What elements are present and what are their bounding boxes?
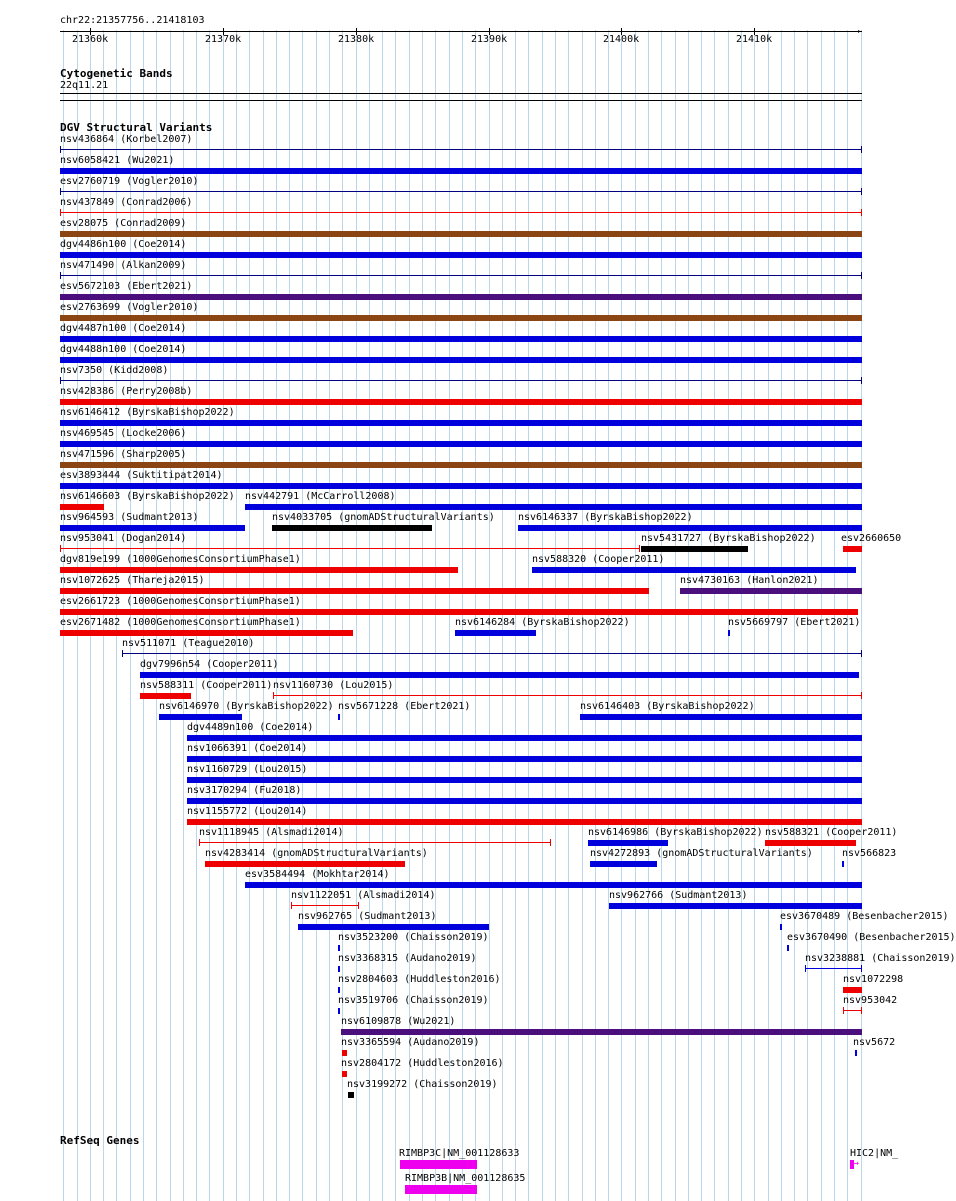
gridline xyxy=(688,30,689,1201)
variant-bar[interactable] xyxy=(245,882,862,888)
gridline xyxy=(675,30,676,1201)
variant-bar[interactable] xyxy=(60,294,862,300)
variant-label[interactable]: nsv1072625 (Thareja2015) xyxy=(60,575,205,586)
variant-label[interactable]: nsv6146603 (ByrskaBishop2022) xyxy=(60,491,235,502)
variant-label[interactable]: nsv3365594 (Audano2019) xyxy=(341,1037,480,1048)
track-divider xyxy=(60,100,862,101)
variant-bar[interactable] xyxy=(341,1029,862,1035)
variant-label[interactable]: nsv428386 (Perry2008b) xyxy=(60,386,193,397)
variant-label[interactable]: esv2661723 (1000GenomesConsortiumPhase1) xyxy=(60,596,301,607)
variant-bar[interactable] xyxy=(455,630,536,636)
variant-label[interactable]: dgv4489n100 (Coe2014) xyxy=(187,722,314,733)
variant-bar[interactable] xyxy=(272,525,432,531)
variant-label[interactable]: nsv5431727 (ByrskaBishop2022) xyxy=(641,533,816,544)
variant-bar[interactable] xyxy=(60,462,862,468)
variant-label[interactable]: nsv588321 (Cooper2011) xyxy=(765,827,898,838)
variant-label[interactable]: nsv3519706 (Chaisson2019) xyxy=(338,995,489,1006)
gridline xyxy=(289,30,290,1201)
variant-bar[interactable] xyxy=(245,504,862,510)
variant-label[interactable]: nsv6146986 (ByrskaBishop2022) xyxy=(588,827,763,838)
variant-label[interactable]: esv3670490 (Besenbacher2015) xyxy=(787,932,956,943)
variant-label[interactable]: nsv5671228 (Ebert2021) xyxy=(338,701,471,712)
gridline xyxy=(302,30,303,1201)
variant-label[interactable]: nsv442791 (McCarroll2008) xyxy=(245,491,396,502)
variant-bar[interactable] xyxy=(518,525,862,531)
gridline xyxy=(595,30,596,1201)
variant-bar[interactable] xyxy=(60,609,858,615)
variant-label[interactable]: esv2660650 xyxy=(841,533,902,544)
variant-bar[interactable] xyxy=(187,735,862,741)
ruler-tick-label: 21380k xyxy=(338,34,375,45)
variant-bar[interactable] xyxy=(609,903,862,909)
gridline xyxy=(741,30,742,1201)
variant-bar[interactable] xyxy=(780,924,782,930)
variant-bar[interactable] xyxy=(60,504,104,510)
variant-label[interactable]: dgv4488n100 (Coe2014) xyxy=(60,344,187,355)
variant-bar[interactable] xyxy=(348,1092,354,1098)
gridline xyxy=(582,30,583,1201)
variant-label[interactable]: nsv6058421 (Wu2021) xyxy=(60,155,175,166)
gridline xyxy=(249,30,250,1201)
variant-label[interactable]: nsv6146337 (ByrskaBishop2022) xyxy=(518,512,693,523)
variant-label[interactable]: dgv819e199 (1000GenomesConsortiumPhase1) xyxy=(60,554,301,565)
gridline xyxy=(768,30,769,1201)
variant-bar[interactable] xyxy=(60,336,862,342)
cytoband-track-title[interactable]: Cytogenetic Bands xyxy=(60,67,173,80)
region-label: chr22:21357756..21418103 xyxy=(60,15,205,26)
variant-label[interactable]: nsv1118945 (Alsmadi2014) xyxy=(199,827,344,838)
variant-bar[interactable] xyxy=(580,714,862,720)
gene-model[interactable] xyxy=(400,1160,477,1169)
variant-bar[interactable] xyxy=(765,840,856,846)
variant-bar[interactable] xyxy=(291,905,359,906)
variant-bar[interactable] xyxy=(60,252,862,258)
gridline xyxy=(635,30,636,1201)
variant-label[interactable]: nsv5672 xyxy=(853,1037,896,1048)
gene-model[interactable] xyxy=(405,1185,477,1194)
variant-label[interactable]: dgv4486n100 (Coe2014) xyxy=(60,239,187,250)
variant-label[interactable]: nsv964593 (Sudmant2013) xyxy=(60,512,199,523)
gridline xyxy=(821,30,822,1201)
variant-label[interactable]: esv3584494 (Mokhtar2014) xyxy=(245,869,390,880)
variant-label[interactable]: nsv4730163 (Hanlon2021) xyxy=(680,575,819,586)
variant-label[interactable]: nsv3238881 (Chaisson2019) xyxy=(805,953,956,964)
gridline xyxy=(528,30,529,1201)
cytoband-band[interactable] xyxy=(60,93,862,94)
variant-bar[interactable] xyxy=(641,546,748,552)
gridline xyxy=(209,30,210,1201)
variant-bar[interactable] xyxy=(680,588,862,594)
variant-label[interactable]: nsv1160730 (Lou2015) xyxy=(273,680,394,691)
variant-label[interactable]: esv28075 (Conrad2009) xyxy=(60,218,187,229)
strand-arrow-icon: ↦ xyxy=(853,1158,860,1169)
variant-label[interactable]: nsv3199272 (Chaisson2019) xyxy=(347,1079,498,1090)
variant-label[interactable]: nsv6146970 (ByrskaBishop2022) xyxy=(159,701,334,712)
gridline xyxy=(223,30,224,1201)
ruler-tick-label: 21400k xyxy=(603,34,640,45)
gridline xyxy=(236,30,237,1201)
variant-bar[interactable] xyxy=(187,777,862,783)
variant-bar[interactable] xyxy=(342,1071,347,1077)
variant-label[interactable]: nsv471490 (Alkan2009) xyxy=(60,260,187,271)
variant-label[interactable]: nsv962765 (Sudmant2013) xyxy=(298,911,437,922)
variant-label[interactable]: nsv1122051 (Alsmadi2014) xyxy=(291,890,436,901)
variant-label[interactable]: nsv2804172 (Huddleston2016) xyxy=(341,1058,504,1069)
gridline xyxy=(502,30,503,1201)
variant-label[interactable]: nsv1160729 (Lou2015) xyxy=(187,764,308,775)
variant-label[interactable]: esv2671482 (1000GenomesConsortiumPhase1) xyxy=(60,617,301,628)
ruler-tick-label: 21360k xyxy=(72,34,109,45)
variant-bar[interactable] xyxy=(588,840,668,846)
gridline xyxy=(555,30,556,1201)
gridline xyxy=(542,30,543,1201)
gridline xyxy=(781,30,782,1201)
variant-label[interactable]: nsv6146412 (ByrskaBishop2022) xyxy=(60,407,235,418)
variant-bar[interactable] xyxy=(843,987,862,993)
variant-bar[interactable] xyxy=(273,695,862,696)
variant-label[interactable]: nsv3170294 (Fu2018) xyxy=(187,785,302,796)
variant-label[interactable]: esv3893444 (Suktitipat2014) xyxy=(60,470,223,481)
gene-label[interactable]: RIMBP3B|NM_001128635 xyxy=(405,1173,526,1184)
gridline xyxy=(661,30,662,1201)
gridline xyxy=(754,30,755,1201)
variant-label[interactable]: nsv2804603 (Huddleston2016) xyxy=(338,974,501,985)
variant-label[interactable]: esv3670489 (Besenbacher2015) xyxy=(780,911,949,922)
variant-bar[interactable] xyxy=(805,968,862,969)
variant-bar[interactable] xyxy=(338,966,340,972)
gridline xyxy=(648,30,649,1201)
gridline xyxy=(196,30,197,1201)
gridline xyxy=(621,30,622,1201)
gridline xyxy=(714,30,715,1201)
gridline xyxy=(728,30,729,1201)
ruler-arrow-icon: → xyxy=(854,26,861,37)
variant-label[interactable]: nsv436864 (Korbel2007) xyxy=(60,134,193,145)
variant-label[interactable]: nsv1066391 (Coe2014) xyxy=(187,743,308,754)
variant-bar[interactable] xyxy=(122,653,862,654)
variant-bar[interactable] xyxy=(60,149,862,150)
variant-bar[interactable] xyxy=(532,567,856,573)
variant-label[interactable]: nsv511071 (Teague2010) xyxy=(122,638,255,649)
variant-label[interactable]: nsv3368315 (Audano2019) xyxy=(338,953,477,964)
variant-label[interactable]: nsv953042 xyxy=(843,995,898,1006)
variant-bar[interactable] xyxy=(60,380,862,381)
variant-bar[interactable] xyxy=(60,567,458,573)
variant-bar[interactable] xyxy=(60,630,353,636)
variant-bar[interactable] xyxy=(338,1008,340,1014)
variant-bar[interactable] xyxy=(60,231,862,237)
gridline xyxy=(276,30,277,1201)
variant-bar[interactable] xyxy=(338,945,340,951)
variant-bar[interactable] xyxy=(787,945,789,951)
gridline xyxy=(701,30,702,1201)
variant-label[interactable]: nsv588320 (Cooper2011) xyxy=(532,554,665,565)
ruler-axis xyxy=(60,31,862,32)
variant-bar[interactable] xyxy=(590,861,657,867)
gridline xyxy=(861,30,862,1201)
variant-bar[interactable] xyxy=(843,1010,862,1011)
variant-label[interactable]: dgv4487n100 (Coe2014) xyxy=(60,323,187,334)
variant-bar[interactable] xyxy=(60,168,862,174)
variant-label[interactable]: nsv4033705 (gnomADStructuralVariants) xyxy=(272,512,495,523)
variant-bar[interactable] xyxy=(60,191,862,192)
variant-bar[interactable] xyxy=(187,819,862,825)
variant-bar[interactable] xyxy=(140,672,859,678)
variant-label[interactable]: nsv471596 (Sharp2005) xyxy=(60,449,187,460)
variant-label[interactable]: nsv469545 (Locke2006) xyxy=(60,428,187,439)
variant-bar[interactable] xyxy=(60,548,640,549)
variant-bar[interactable] xyxy=(60,315,862,321)
variant-label[interactable]: esv2763699 (Vogler2010) xyxy=(60,302,199,313)
variant-bar[interactable] xyxy=(60,357,862,363)
variant-bar[interactable] xyxy=(855,1050,857,1056)
variant-label[interactable]: nsv6109878 (Wu2021) xyxy=(341,1016,456,1027)
variant-label[interactable]: esv2760719 (Vogler2010) xyxy=(60,176,199,187)
variant-bar[interactable] xyxy=(338,714,340,720)
variant-bar[interactable] xyxy=(298,924,489,930)
gridline xyxy=(316,30,317,1201)
dgv-track-title[interactable]: DGV Structural Variants xyxy=(60,121,213,134)
variant-bar[interactable] xyxy=(60,275,862,276)
refseq-track-title[interactable]: RefSeq Genes xyxy=(60,1134,140,1147)
variant-label[interactable]: nsv3523200 (Chaisson2019) xyxy=(338,932,489,943)
gridline xyxy=(489,30,490,1201)
gridline xyxy=(807,30,808,1201)
variant-label[interactable]: nsv588311 (Cooper2011) xyxy=(140,680,273,691)
gridline xyxy=(263,30,264,1201)
variant-label[interactable]: nsv7350 (Kidd2008) xyxy=(60,365,169,376)
gene-label[interactable]: RIMBP3C|NM_001128633 xyxy=(399,1148,520,1159)
variant-bar[interactable] xyxy=(338,987,340,993)
variant-bar[interactable] xyxy=(842,861,844,867)
variant-label[interactable]: nsv6146284 (ByrskaBishop2022) xyxy=(455,617,630,628)
variant-bar[interactable] xyxy=(199,842,551,843)
variant-bar[interactable] xyxy=(187,756,862,762)
gridline xyxy=(515,30,516,1201)
variant-bar[interactable] xyxy=(843,546,862,552)
variant-label[interactable]: esv5672103 (Ebert2021) xyxy=(60,281,193,292)
gridline xyxy=(462,30,463,1201)
variant-bar[interactable] xyxy=(187,798,862,804)
variant-label[interactable]: nsv5669797 (Ebert2021) xyxy=(728,617,861,628)
ruler-tick-label: 21390k xyxy=(471,34,508,45)
variant-label[interactable]: nsv962766 (Sudmant2013) xyxy=(609,890,748,901)
gridline xyxy=(608,30,609,1201)
cytoband-label: 22q11.21 xyxy=(60,80,109,91)
variant-bar[interactable] xyxy=(342,1050,347,1056)
ruler-tick-label: 21410k xyxy=(736,34,773,45)
variant-bar[interactable] xyxy=(60,525,245,531)
variant-bar[interactable] xyxy=(728,630,730,636)
variant-label[interactable]: nsv437849 (Conrad2006) xyxy=(60,197,193,208)
variant-label[interactable]: nsv1155772 (Lou2014) xyxy=(187,806,308,817)
gridline xyxy=(834,30,835,1201)
gridline xyxy=(475,30,476,1201)
variant-bar[interactable] xyxy=(159,714,242,720)
variant-label[interactable]: nsv953041 (Dogan2014) xyxy=(60,533,187,544)
gridline xyxy=(847,30,848,1201)
gridline xyxy=(794,30,795,1201)
gridline xyxy=(329,30,330,1201)
variant-bar[interactable] xyxy=(60,588,649,594)
variant-label[interactable]: dgv7996n54 (Cooper2011) xyxy=(140,659,279,670)
variant-label[interactable]: nsv4283414 (gnomADStructuralVariants) xyxy=(205,848,428,859)
gene-label[interactable]: HIC2|NM_ xyxy=(850,1148,899,1159)
variant-bar[interactable] xyxy=(60,441,862,447)
variant-label[interactable]: nsv566823 xyxy=(842,848,897,859)
variant-bar[interactable] xyxy=(60,483,862,489)
variant-bar[interactable] xyxy=(60,399,862,405)
variant-label[interactable]: nsv1072298 xyxy=(843,974,904,985)
gridline xyxy=(568,30,569,1201)
variant-label[interactable]: nsv4272893 (gnomADStructuralVariants) xyxy=(590,848,813,859)
variant-bar[interactable] xyxy=(205,861,405,867)
variant-label[interactable]: nsv6146403 (ByrskaBishop2022) xyxy=(580,701,755,712)
variant-bar[interactable] xyxy=(140,693,191,699)
variant-bar[interactable] xyxy=(60,420,862,426)
ruler-tick-label: 21370k xyxy=(205,34,242,45)
variant-bar[interactable] xyxy=(60,212,862,213)
